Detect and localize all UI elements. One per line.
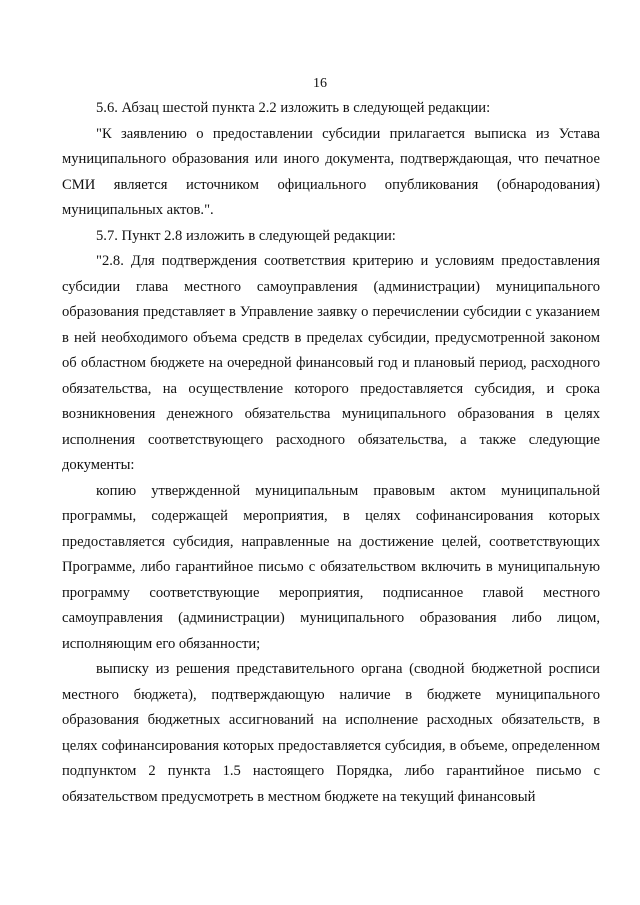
page-number: 16 [313, 76, 327, 91]
paragraph-item-program-copy: копию утвержденной муниципальным правовым актом муниципальной программы, содержащей мероприятия, в целях софинансирования которых предоставляется субсидия, направленные на достижение целей, соответствующих Программе, либо гарантийное письмо с обязательством включить в муниципальную программу соответствующие мероприятия, подписанное главой местного самоуправления (администрации) муниципального образования либо лицом, исполняющим его обязанности; [62, 482, 600, 652]
paragraph-item-5-6-text: "К заявлению о предоставлении субсидии прилагается выписка из Устава муниципального образования или иного документа, подтверждающая, что печатное СМИ является источником официального опубликования (обнародования) муниципальных актов.". [62, 125, 600, 218]
document-body [62, 96, 600, 810]
paragraph-item-5-6-heading: 5.6. Абзац шестой пункта 2.2 изложить в следующей редакции: [96, 100, 491, 116]
paragraph-item-2-8-text: "2.8. Для подтверждения соответствия критерию и условиям предоставления субсидии глава местного самоуправления (администрации) муниципального образования представляет в Управление заявку о перечислении субсидии с указанием в ней необходимого объема средств в пределах субсидии, предусмотренной законом об областном бюджете на очередной финансовый год и плановый период, расходного обязательства, на осуществление которого предоставляется субсидия, и срока возникновения денежного обязательства муниципального образования в целях исполнения соответствующего расходного обязательства, а также следующие документы: [62, 253, 600, 473]
paragraph-item-5-7-heading: 5.7. Пункт 2.8 изложить в следующей редакции: [96, 227, 396, 244]
paragraph-item-budget-extract: выписку из решения представительного органа (сводной бюджетной росписи местного бюджета), подтверждающую наличие в бюджете муниципального образования бюджетных ассигнований на исполнение расходных обязательств, в целях софинансирования которых предоставляется субсидия, в объеме, определенном подпунктом 2 пункта 1.5 настоящего Порядка, либо гарантийное письмо с обязательством предусмотреть в местном бюджете на текущий финансовый [62, 661, 600, 805]
